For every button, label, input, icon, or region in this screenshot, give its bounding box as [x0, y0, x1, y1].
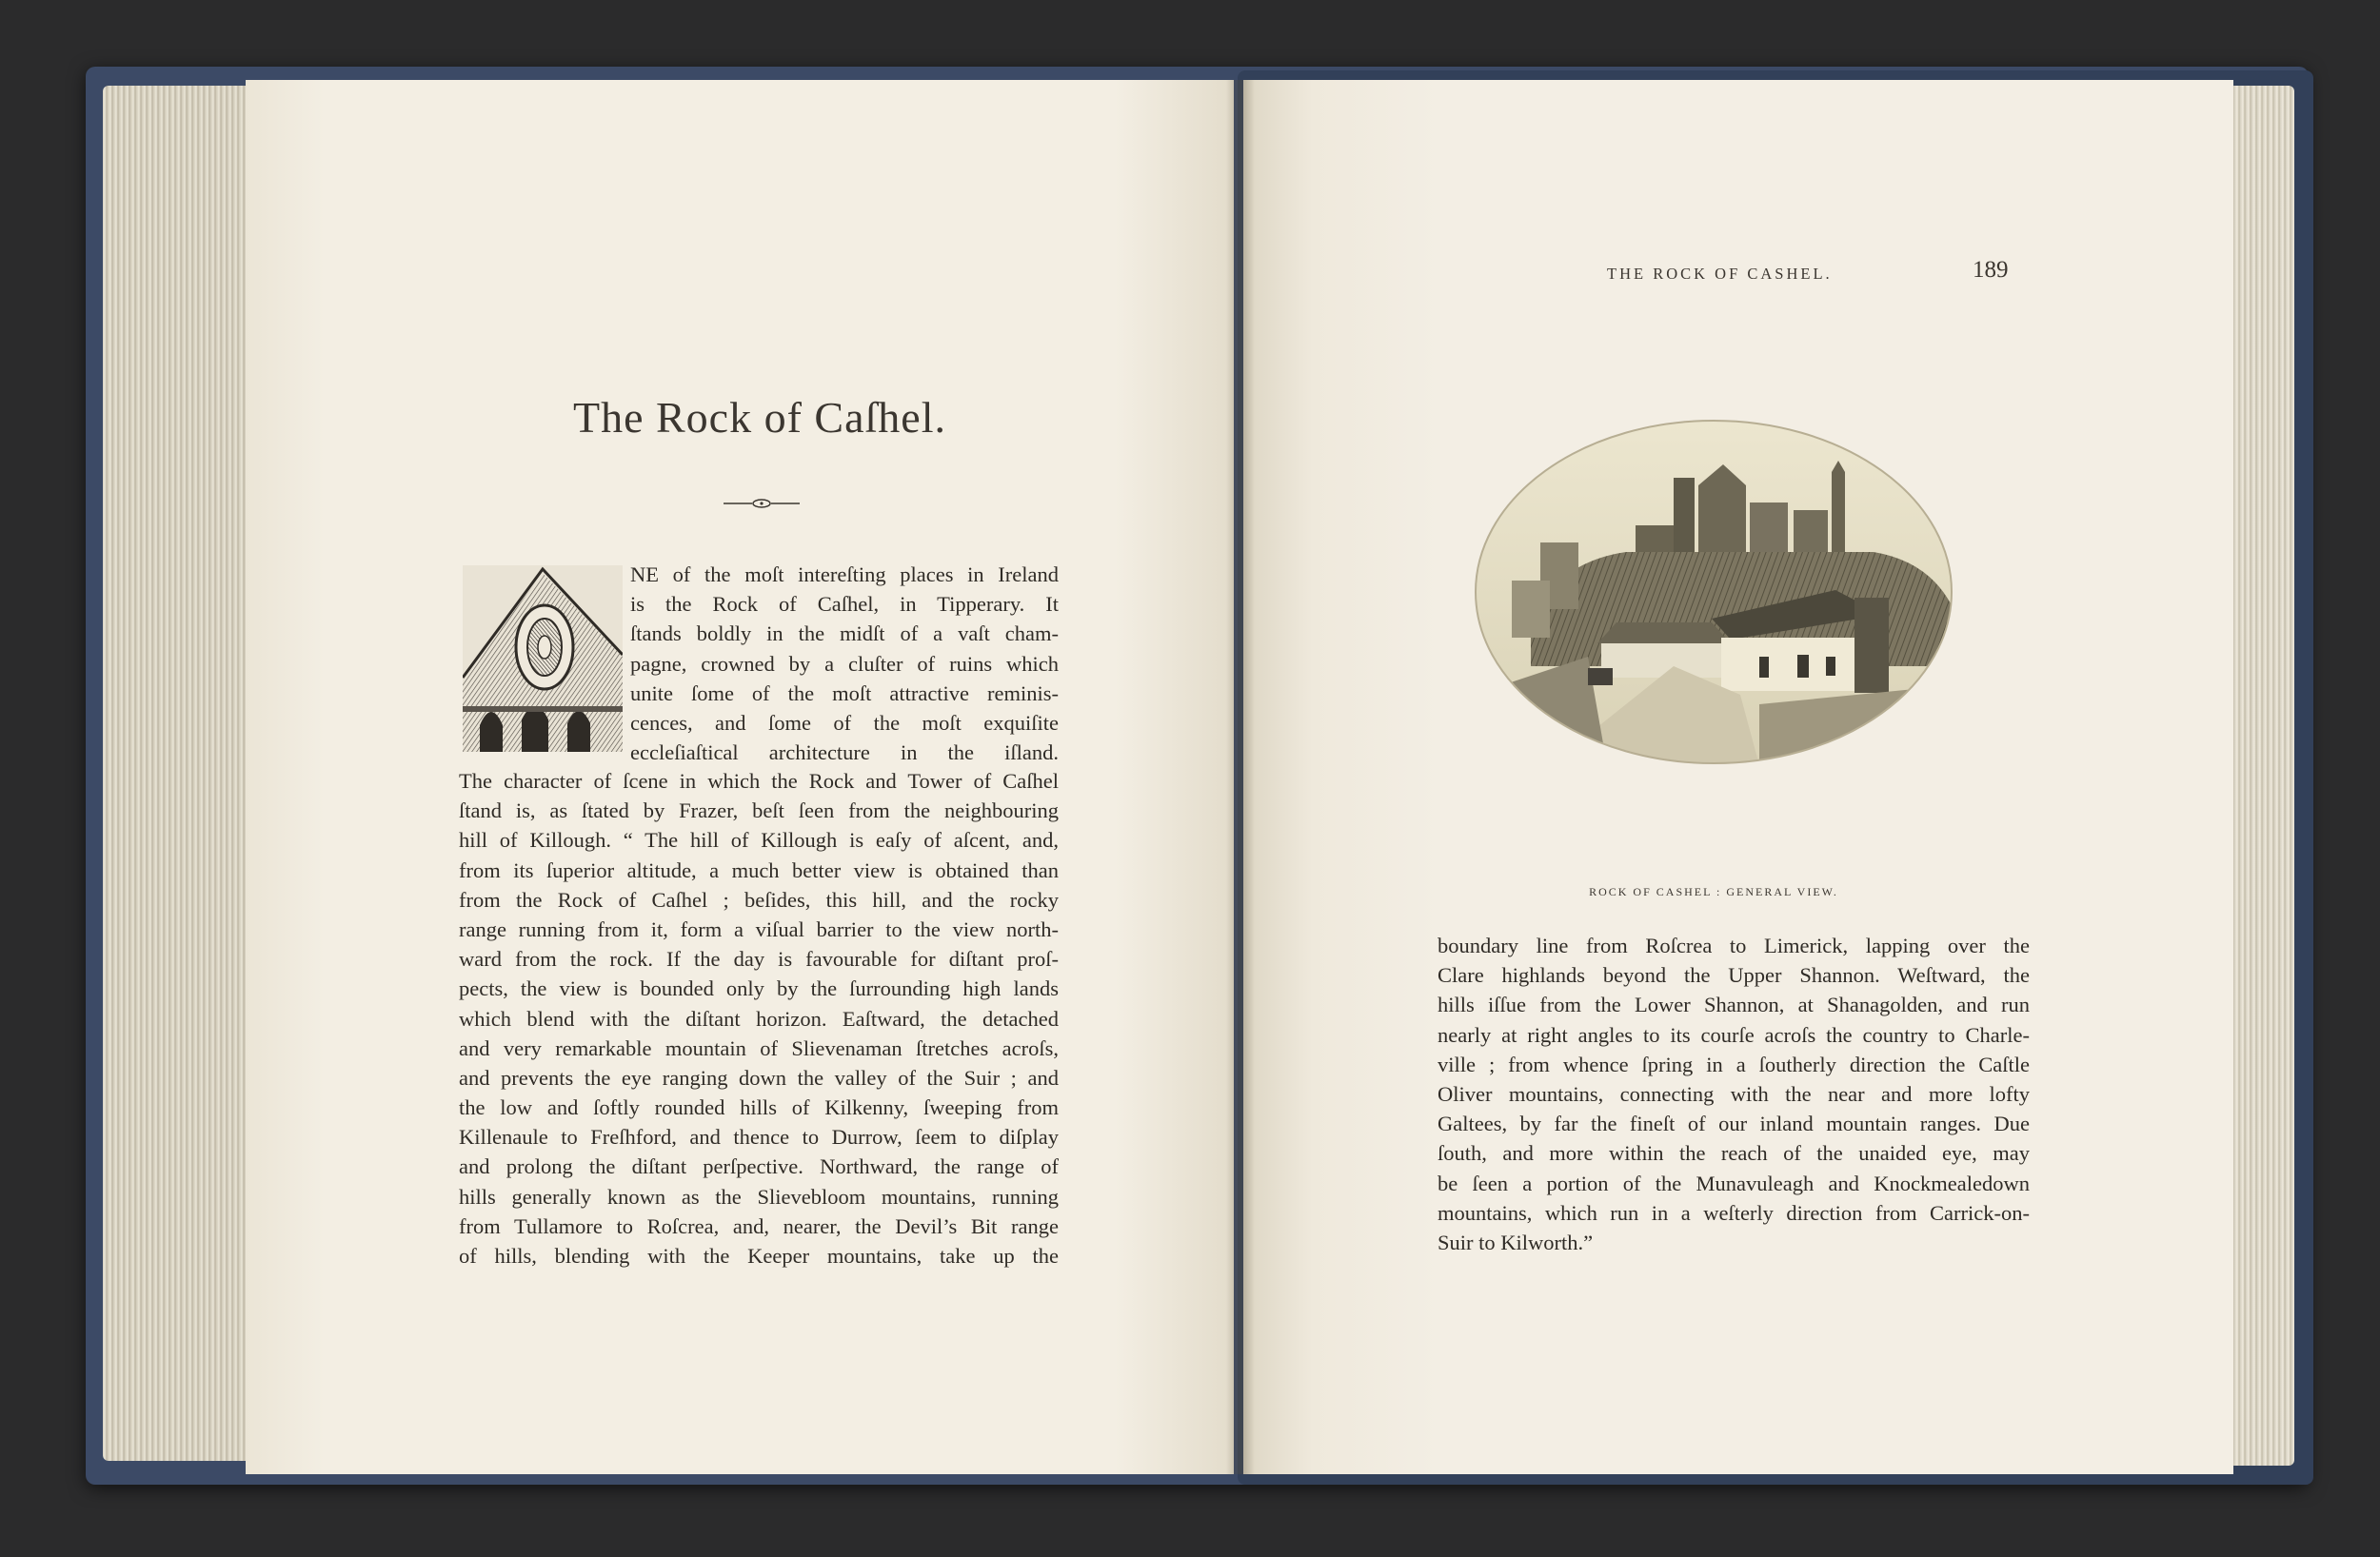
text-line: hills iſſue from the Lower Shannon, at Shanagolden, and run — [1438, 993, 2030, 1017]
chapter-title: The Rock of Caſhel. — [572, 393, 946, 442]
opening-paragraph-indented — [630, 560, 1059, 767]
book-gutter — [1226, 80, 1255, 1474]
text-line: NE of the moſt intereſting places in Ireland — [630, 562, 1059, 586]
text-line: from Tullamore to Roſcrea, and, nearer, the Devil’s Bit range — [459, 1213, 1059, 1238]
text-line: be ſeen a portion of the Munavuleagh and Knockmealedown — [1438, 1171, 2030, 1195]
text-line: ville ; from whence ſpring in a ſoutherly direction the Caſtle — [1438, 1052, 2030, 1076]
page-stack-left — [103, 86, 255, 1461]
text-line: which blend with the diſtant horizon. Eaſtward, the detached — [459, 1006, 1059, 1031]
text-line: nearly at right angles to its courſe acroſs the country to Charle- — [1438, 1022, 2030, 1047]
dropcap-engraving-icon — [463, 565, 623, 752]
text-line: from its ſuperior altitude, a much better view is obtained than — [459, 857, 1059, 882]
text-line: mountains, which run in a weſterly direction from Carrick-on- — [1438, 1200, 2030, 1225]
text-line: ſtand is, as ſtated by Frazer, beſt ſeen from the neighbouring — [459, 798, 1059, 823]
text-line: hills generally known as the Slievebloom mountains, running — [459, 1184, 1059, 1209]
text-line: Galtees, by far the fineſt of our inland mountain ranges. Due — [1438, 1112, 2030, 1136]
text-line: pagne, crowned by a cluſter of ruins which — [630, 651, 1059, 676]
right-page — [1243, 80, 2233, 1474]
plate-caption: ROCK OF CASHEL : GENERAL VIEW. — [1589, 885, 1838, 898]
text-line: ſouth, and more within the reach of the unaided eye, may — [1438, 1141, 2030, 1166]
text-line: ward from the rock. If the day is favourable for diſtant proſ- — [459, 947, 1059, 972]
text-line: Suir to Kilworth.” — [1438, 1230, 1594, 1254]
text-line: is the Rock of Caſhel, in Tipperary. It — [630, 592, 1059, 617]
text-line: from the Rock of Caſhel ; beſides, this hill, and the rocky — [459, 887, 1059, 912]
text-line: Killenaule to Freſhford, and thence to Durrow, ſeem to diſplay — [459, 1125, 1059, 1150]
text-line: cences, and ſome of the moſt exquiſite — [630, 710, 1059, 735]
text-line: range running from it, form a viſual barrier to the view north- — [459, 916, 1059, 941]
left-page-body — [459, 766, 1059, 1271]
text-line: and prevents the eye ranging down the valley of the Suir ; and — [459, 1065, 1059, 1090]
running-head: THE ROCK OF CASHEL. — [1607, 265, 1833, 283]
text-line: unite ſome of the moſt attractive reminis- — [630, 680, 1059, 705]
right-page-body — [1438, 931, 2030, 1257]
page-number: 189 — [1973, 257, 2009, 283]
text-line: the low and ſoftly rounded hills of Kilkenny, ſweeping from — [459, 1095, 1059, 1120]
text-line: The character of ſcene in which the Rock and Tower of Caſhel — [459, 769, 1059, 793]
title-ornament-icon — [724, 497, 800, 510]
rock-of-cashel-photograph — [1474, 419, 1954, 765]
text-line: ſtands boldly in the midſt of a vaſt cham- — [630, 621, 1059, 646]
text-line: and very remarkable mountain of Slievenaman ſtretches acroſs, — [459, 1035, 1059, 1060]
text-line: and prolong the diſtant perſpective. Northward, the range of — [459, 1154, 1059, 1179]
text-line: Oliver mountains, connecting with the near and more lofty — [1438, 1081, 2030, 1106]
text-line: hill of Killough. “ The hill of Killough is eaſy of aſcent, and, — [459, 828, 1059, 853]
text-line: pects, the view is bounded only by the ſurrounding high lands — [459, 976, 1059, 1001]
text-line: Clare highlands beyond the Upper Shannon. Weſtward, the — [1438, 963, 2030, 988]
text-line: of hills, blending with the Keeper mountains, take up the — [459, 1244, 1059, 1268]
text-line: boundary line from Roſcrea to Limerick, lapping over the — [1438, 934, 2030, 957]
text-line: eccleſiaſtical architecture in the iſland. — [630, 740, 1059, 765]
